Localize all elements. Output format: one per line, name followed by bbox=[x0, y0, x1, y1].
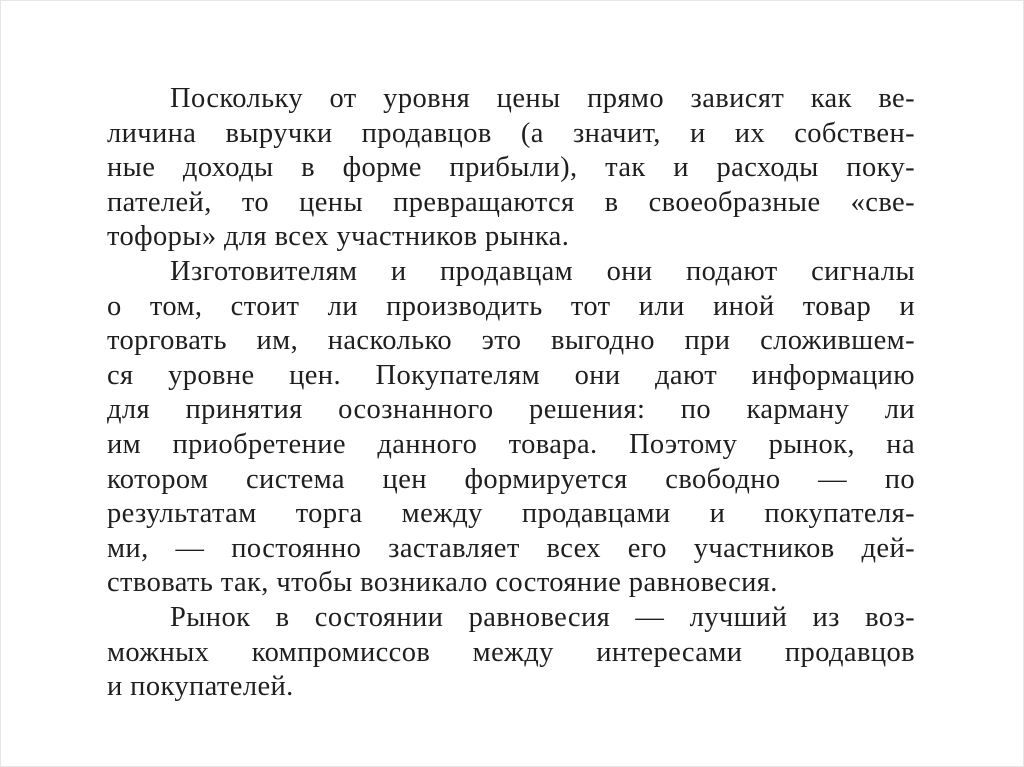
text-line: котором система цен формируется свободно — по bbox=[107, 463, 915, 495]
text-line: результатам торга между продавцами и покупателя- bbox=[107, 498, 915, 530]
text-line: личина выручки продавцов (а значит, и их собствен- bbox=[107, 117, 915, 149]
text-line: им приобретение данного товара. Поэтому рынок, на bbox=[107, 428, 915, 460]
text-line: для принятия осознанного решения: по карману ли bbox=[107, 394, 915, 426]
text-line: о том, стоит ли производить тот или иной товар и bbox=[107, 290, 915, 322]
text-line: и покупателей. bbox=[107, 671, 294, 703]
text-line: ствовать так, чтобы возникало состояние равновесия. bbox=[107, 567, 778, 599]
text-line: пателей, то цены превращаются в своеобразные «све- bbox=[107, 186, 915, 218]
paragraph-3 bbox=[107, 601, 915, 705]
text-line: ные доходы в форме прибыли), так и расходы поку- bbox=[107, 152, 915, 184]
text-line: ся уровне цен. Покупателям они дают информацию bbox=[107, 359, 915, 391]
text-line: можных компромиссов между интересами продавцов bbox=[107, 636, 915, 668]
paragraph-2 bbox=[107, 255, 915, 601]
text-line: тофоры» для всех участников рынка. bbox=[107, 221, 570, 253]
text-line: Изготовителям и продавцам они подают сигналы bbox=[170, 255, 915, 287]
paragraph-1 bbox=[107, 82, 915, 255]
text-line: Рынок в состоянии равновесия — лучший из воз- bbox=[170, 601, 915, 633]
text-line: Поскольку от уровня цены прямо зависят как ве- bbox=[170, 83, 915, 114]
text-line: ми, — постоянно заставляет всех его участников дей- bbox=[107, 532, 915, 564]
document-text bbox=[107, 82, 915, 705]
text-line: торговать им, насколько это выгодно при сложившем- bbox=[107, 325, 915, 357]
